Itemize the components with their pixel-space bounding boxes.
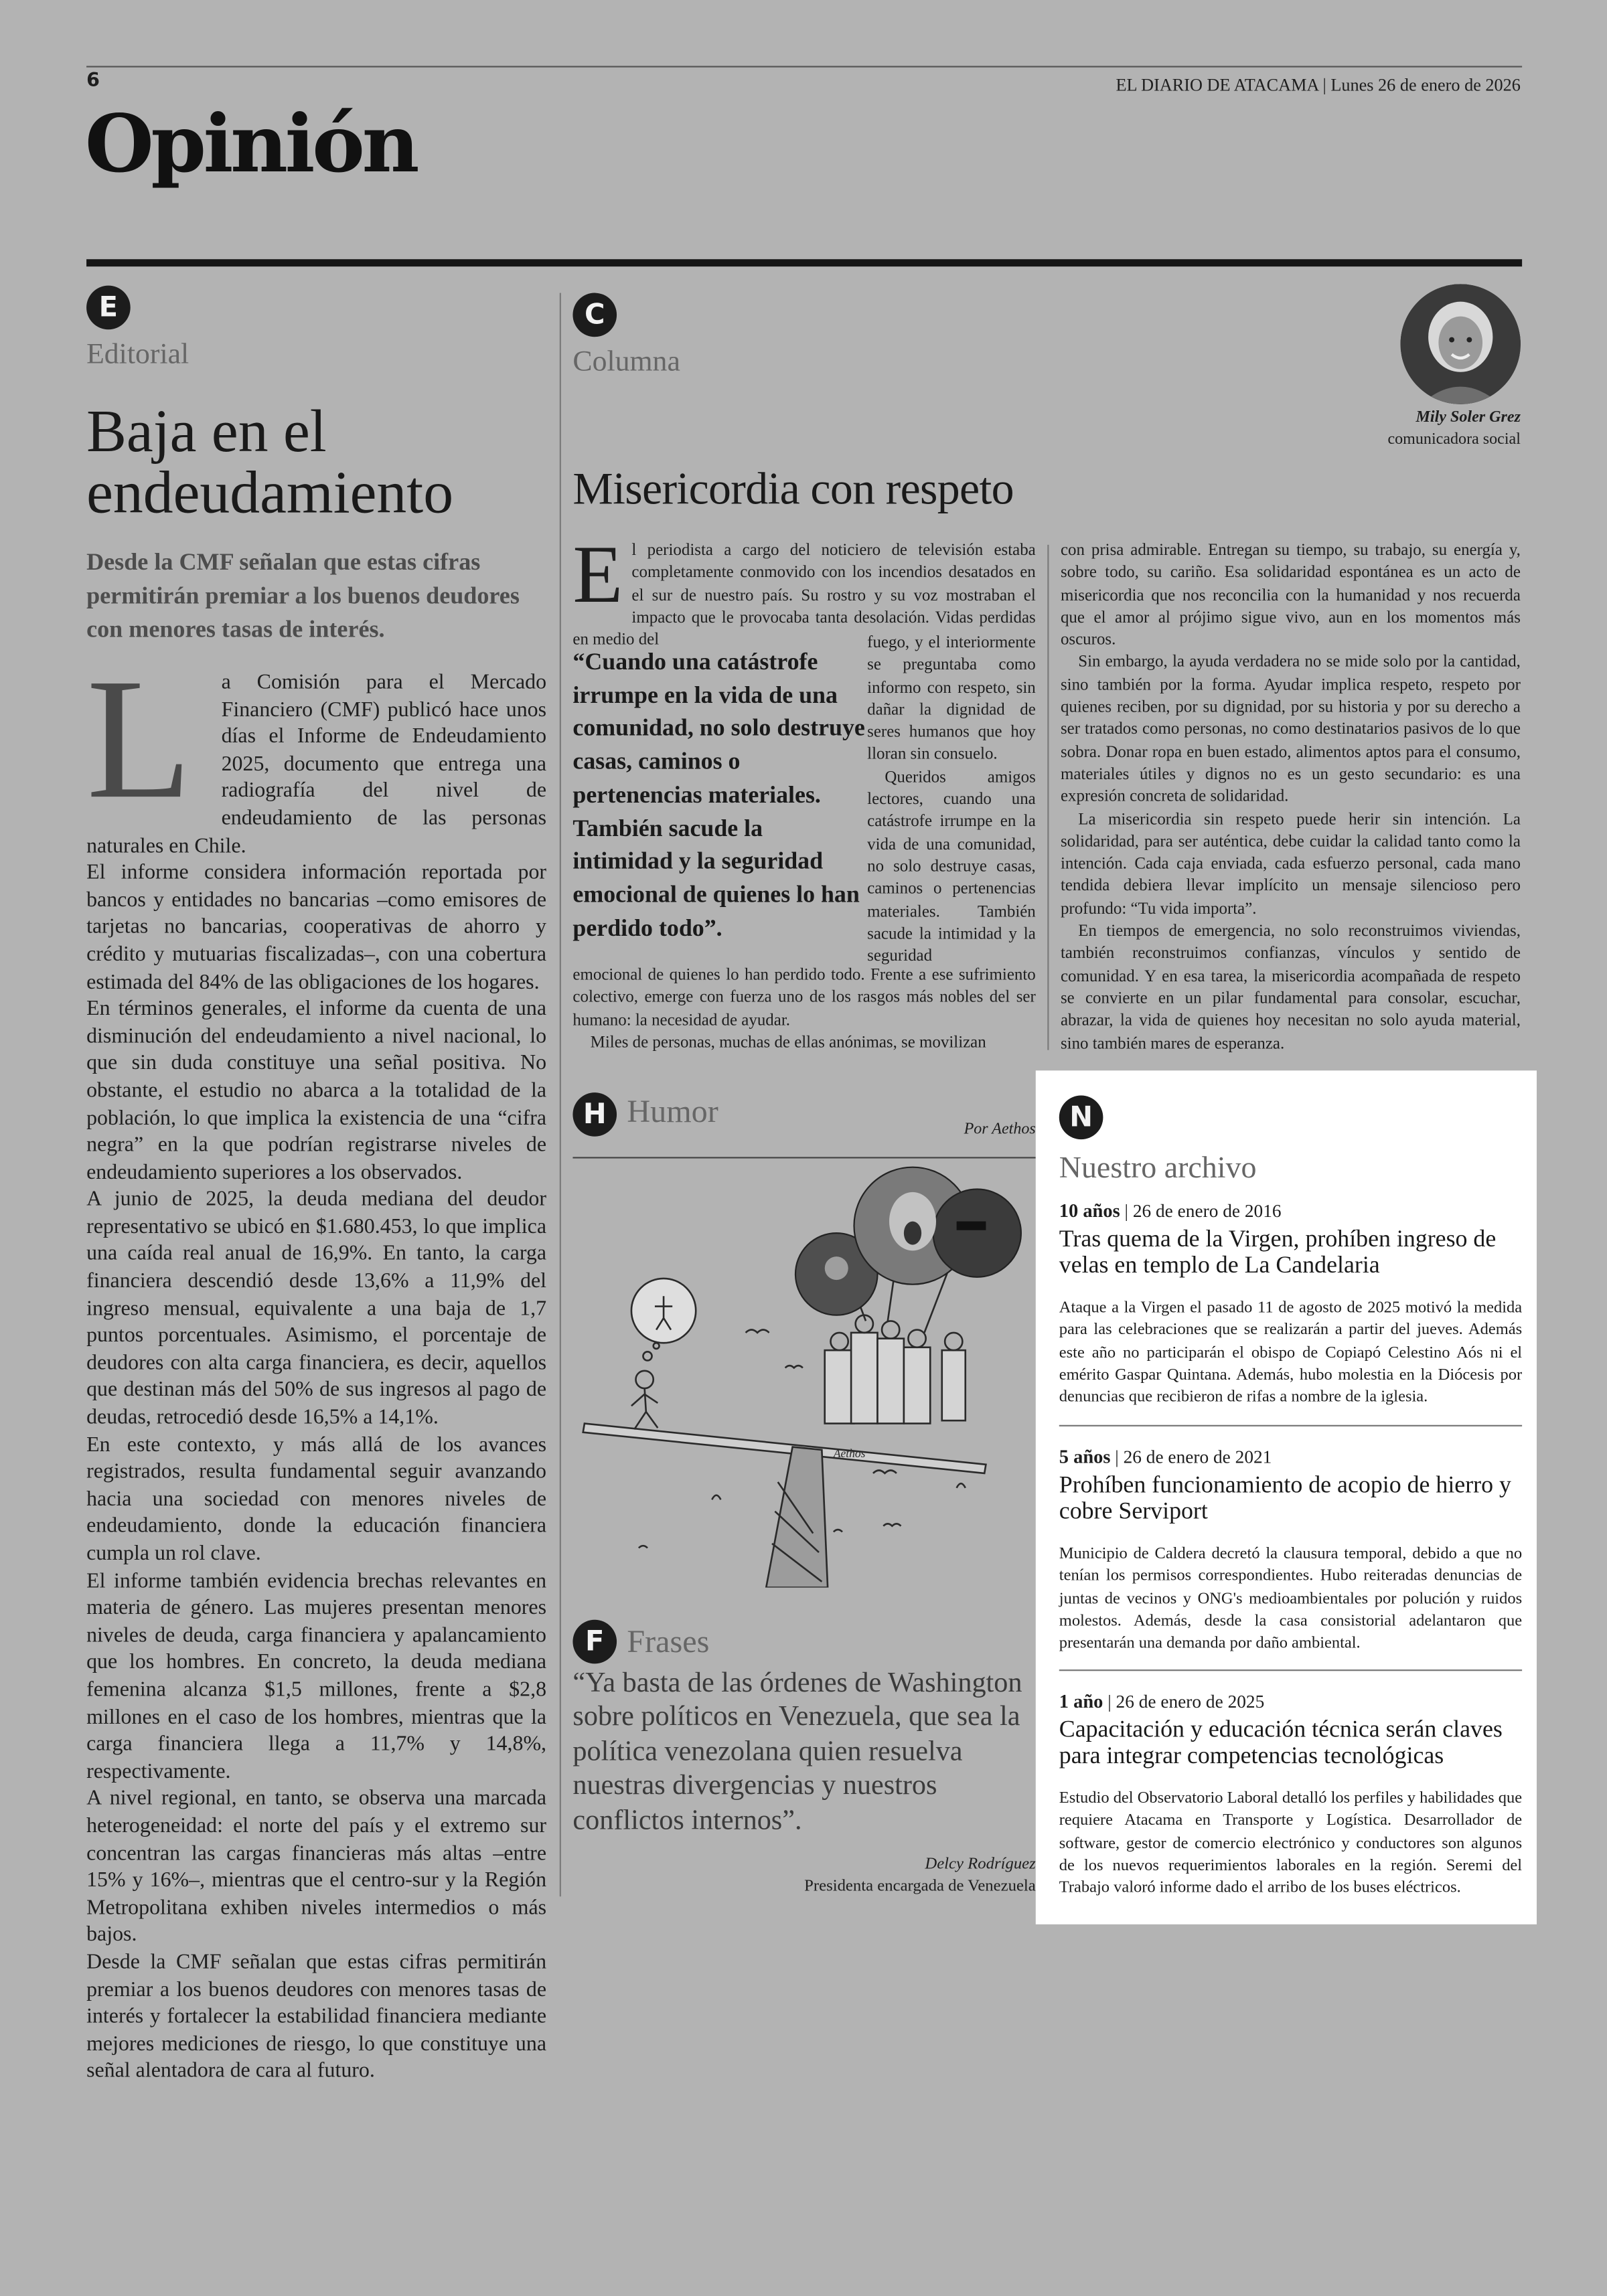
humor-rule (572, 1157, 1035, 1158)
frases-badge: F (572, 1620, 617, 1664)
column-intro-text: l periodista a cargo del noticiero de televisión estaba completamente conmovido con los incendios desatados en el sur de nuestro país. Su rostro y su voz mostraban el impacto que le provocaba tanta desolación. Vidas perdidas en medio del (572, 542, 1036, 649)
humor-badge: H (572, 1092, 617, 1137)
editorial-paragraph: En este contexto, y más allá de los avances registrados, resulta fundamental seguir avanzando hacia una sociedad con menores niveles de endeudamiento, donde la educación financiera cumpla un rol clave. (86, 1433, 547, 1566)
column-paragraph: En tiempos de emergencia, no solo reconstruimos viviendas, también reconstruimos confianzas, vínculos y sentido de comunidad. Y en esa tarea, la misericordia acompañada de respeto se convierte en un pilar fundamental para consolar, escuchar, abrazar, la vida de quienes hoy necesitan no solo ayuda material, sino también mares de esperanza. (1060, 922, 1521, 1053)
column-paragraph: La misericordia sin respeto puede herir sin intención. La solidaridad, para ser auténtica, debe cuidar la calidad tanto como la intención. Cada caja enviada, cada esfuerzo personal, cada mano tendida debiera llevar implícito un mensaje silencioso pero profundo: “Tu vida importa”. (1060, 811, 1521, 918)
archive-item-years: 5 años (1059, 1445, 1111, 1468)
editorial-paragraph: a Comisión para el Mercado Financiero (CMF) publicó hace unos días el Informe de Endeudamiento 2025, documento que entrega una radiografía del nivel de endeudamiento de las personas naturales en Chile. (86, 671, 547, 858)
archive-item-title: Tras quema de la Virgen, prohíben ingreso de velas en templo de La Candelaria (1059, 1224, 1497, 1279)
frases-label: Frases (627, 1623, 710, 1659)
archive-item (1059, 1200, 1522, 1409)
archive-item (1059, 1445, 1522, 1655)
column-dropcap: E (572, 529, 623, 621)
archive-item-meta (1059, 1690, 1522, 1714)
column-paragraph: Miles de personas, muchas de ellas anónimas, se movilizan (590, 1034, 986, 1052)
archive-label: Nuestro archivo (1059, 1149, 1257, 1185)
column-headline: Misericordia con respeto (572, 463, 1014, 514)
editorial-badge: E (86, 286, 131, 330)
archive-divider (1059, 1669, 1522, 1671)
column-right-text (1061, 540, 1521, 1056)
frases-quote: “Ya basta de las órdenes de Washington sobre políticos en Venezuela, que sea la política venezolana quien resuelva nuestras divergencias y nuestros conflictos internos”. (572, 1667, 1022, 1836)
column-divider-left (560, 293, 561, 1897)
humor-credit: Por Aethos (964, 1120, 1036, 1138)
archive-item-date: | 26 de enero de 2016 (1124, 1200, 1282, 1222)
archive-item-body: Ataque a la Virgen el pasado 11 de agosto de 2025 motivó la medida para las celebraciones que se realizarán a partir del jueves. Además este año no participarán el obispo de Copiapó Celestino Aós ni el emérito Gaspar Quintana. Además, hubo molestia en la Diócesis por denuncias que recibieron de rifas a nombre de la iglesia. (1059, 1299, 1523, 1406)
archive-item-meta (1059, 1200, 1522, 1223)
archive-item-years: 1 año (1059, 1690, 1103, 1712)
column-paragraph: Queridos amigos lectores, cuando una catástrofe irrumpe en la vida de una comunidad, no solo destruye casas, caminos o pertenencias materiales. También sacude la intimidad y la seguridad (867, 768, 1036, 966)
column-paragraph: con prisa admirable. Entregan su tiempo, su trabajo, su energía y, sobre todo, su cariño. Esa solidaridad espontánea es un acto de misericordia que nos reconcilia con la humanidad y nos recuerda que el amor al prójimo sigue vivo, aun en los momentos más oscuros. (1060, 542, 1521, 649)
column-divider-right (1047, 545, 1049, 1050)
editorial-deck: Desde la CMF señalan que estas cifras permitirán premiar a los buenos deudores con menores tasas de interés. (86, 548, 520, 643)
pull-quote: “Cuando una catástrofe irrumpe en la vida de una comunidad, no solo destruye casas, caminos o pertenencias materiales. También sacude la intimidad y la seguridad emocional de quienes lo han perdido todo”. (572, 647, 865, 941)
cartoon-signature: Aethos (833, 1446, 866, 1460)
author-name: Mily Soler Grez (1415, 408, 1521, 426)
editorial-body (86, 643, 547, 2085)
archive-item-meta (1059, 1445, 1522, 1469)
editorial-label: Editorial (86, 338, 189, 371)
column-narrow-text (867, 633, 1036, 969)
frases-author: Delcy Rodríguez (925, 1855, 1036, 1874)
section-title: Opinión (84, 96, 417, 191)
column-bottom-text (572, 965, 1035, 1055)
column-label: Columna (572, 345, 680, 378)
editorial-paragraph: Desde la CMF señalan que estas cifras permitirán premiar a los buenos deudores con menores tasas de interés y fortalecer la estabilidad financiera mediante mejores mediciones de riesgo, lo que constituye una señal alentadora de cara al futuro. (86, 1950, 547, 2083)
editorial-paragraph: En términos generales, el informe da cuenta de una disminución del endeudamiento a nivel nacional, lo que sin duda constituye una señal positiva. No obstante, el estudio no abarca a la totalidad de la población, lo que implica la existencia de una “cifra negra” en la que podrían registrarse niveles de endeudamiento superiores a los observados. (86, 997, 547, 1185)
column-paragraph: emocional de quienes lo han perdido todo. Frente a ese sufrimiento colectivo, emerge con fuerza uno de los rasgos más nobles del ser humano: la necesidad de ayudar. (572, 966, 1036, 1030)
archive-box (1036, 1070, 1537, 1924)
humor-label: Humor (627, 1092, 718, 1129)
column-paragraph: fuego, y el interiormente se preguntaba como informo con respeto, sin dañar la dignidad de seres humanos que hoy lloran sin consuelo. (867, 634, 1036, 764)
cartoon-illustration (572, 1160, 1035, 1588)
author-role: comunicadora social (1387, 430, 1521, 448)
archive-item-years: 10 años (1059, 1199, 1120, 1222)
archive-item-title: Prohíben funcionamiento de acopio de hierro y cobre Serviport (1059, 1470, 1511, 1524)
header-rule (86, 66, 1522, 67)
archive-badge: N (1059, 1095, 1103, 1139)
page-number: 6 (86, 70, 100, 92)
column-badge: C (572, 293, 617, 337)
editorial-paragraph: A junio de 2025, la deuda mediana del deudor representativo se ubicó en $1.680.453, lo que implica una caída real anual de 16,9%. En tanto, la carga financiera descendió desde 13,6% a 11,9% del ingreso mensual, equivalente a una baja de 1,7 puntos porcentuales. Asimismo, el porcentaje de deudores con alta carga financiera, es decir, aquellos que destinan más del 50% de sus ingresos al pago de deudas, retrocedió desde 16,5% a 14,1%. (86, 1187, 547, 1430)
editorial-paragraph: A nivel regional, en tanto, se observa una marcada heterogeneidad: el norte del país y el extremo sur concentran las cargas financieras más altas –entre 15% y 16%–, mientras que el centro-sur y la Región Metropolitana exhiben niveles intermedios o más bajos. (86, 1787, 547, 1947)
frases-author-role: Presidenta encargada de Venezuela (804, 1877, 1036, 1896)
cartoon (572, 1160, 1035, 1588)
archive-item-body: Estudio del Observatorio Laboral detalló los perfiles y habilidades que requiere Atacama en Transporte y Logística. Desarrollador de software, gestor de comercio electrónico y conductores son algunos de los nuevos requerimientos laborales en la región. Seremi del Trabajo valoró informe dado el arribo de los buses eléctricos. (1059, 1789, 1523, 1897)
editorial-paragraph: El informe considera información reportada por bancos y entidades no bancarias –como emisores de tarjetas no bancarias, cooperativas de ahorro y crédito y mutuarias fiscalizadas–, con una cobertura estimada del 84% de las obligaciones de los hogares. (86, 861, 547, 994)
column-paragraph: Sin embargo, la ayuda verdadera no se mide solo por la cantidad, sino también por la forma. Ayudar implica respeto, respeto por quienes reciben, por su dignidad, por su historia y por su derecho a ser tratados como personas, no como destinatarios pasivos de lo que sobra. Donar ropa en buen estado, alimentos aptos para el consumo, materiales útiles y dignos no es un gesto secundario: es una expresión concreta de solidaridad. (1060, 653, 1521, 806)
editorial-headline: Baja en el endeudamiento (86, 396, 454, 526)
archive-item-date: | 26 de enero de 2021 (1115, 1447, 1272, 1468)
archive-item-body: Municipio de Caldera decretó la clausura temporal, debido a que no tenían los permisos correspondientes. Hubo reiteradas denuncias de juntas de vecinos y ONG's medioambientales por polución y ruidos molestos. Además, desde la casa consistorial adelantaron que presentarán una demanda por daño ambiental. (1059, 1545, 1523, 1652)
section-rule (86, 259, 1522, 266)
masthead: EL DIARIO DE ATACAMA | Lunes 26 de enero de 2026 (1116, 74, 1521, 96)
editorial-paragraph: El informe también evidencia brechas relevantes en materia de género. Las mujeres presentan menores niveles de deuda, carga financiera y apalancamiento que los hombres. En concreto, la deuda mediana femenina alcanza $1,5 millones, frente a $2,8 millones en el caso de los hombres, mientras que la carga financiera llega a 11,7% y 14,8%, respectivamente. (86, 1569, 547, 1784)
author-photo (1401, 284, 1521, 404)
archive-item-date: | 26 de enero de 2025 (1107, 1691, 1265, 1712)
archive-divider (1059, 1425, 1522, 1426)
archive-item (1059, 1690, 1522, 1900)
archive-item-title: Capacitación y educación técnica serán claves para integrar competencias tecnológicas (1059, 1714, 1503, 1769)
editorial-dropcap: L (86, 643, 192, 835)
